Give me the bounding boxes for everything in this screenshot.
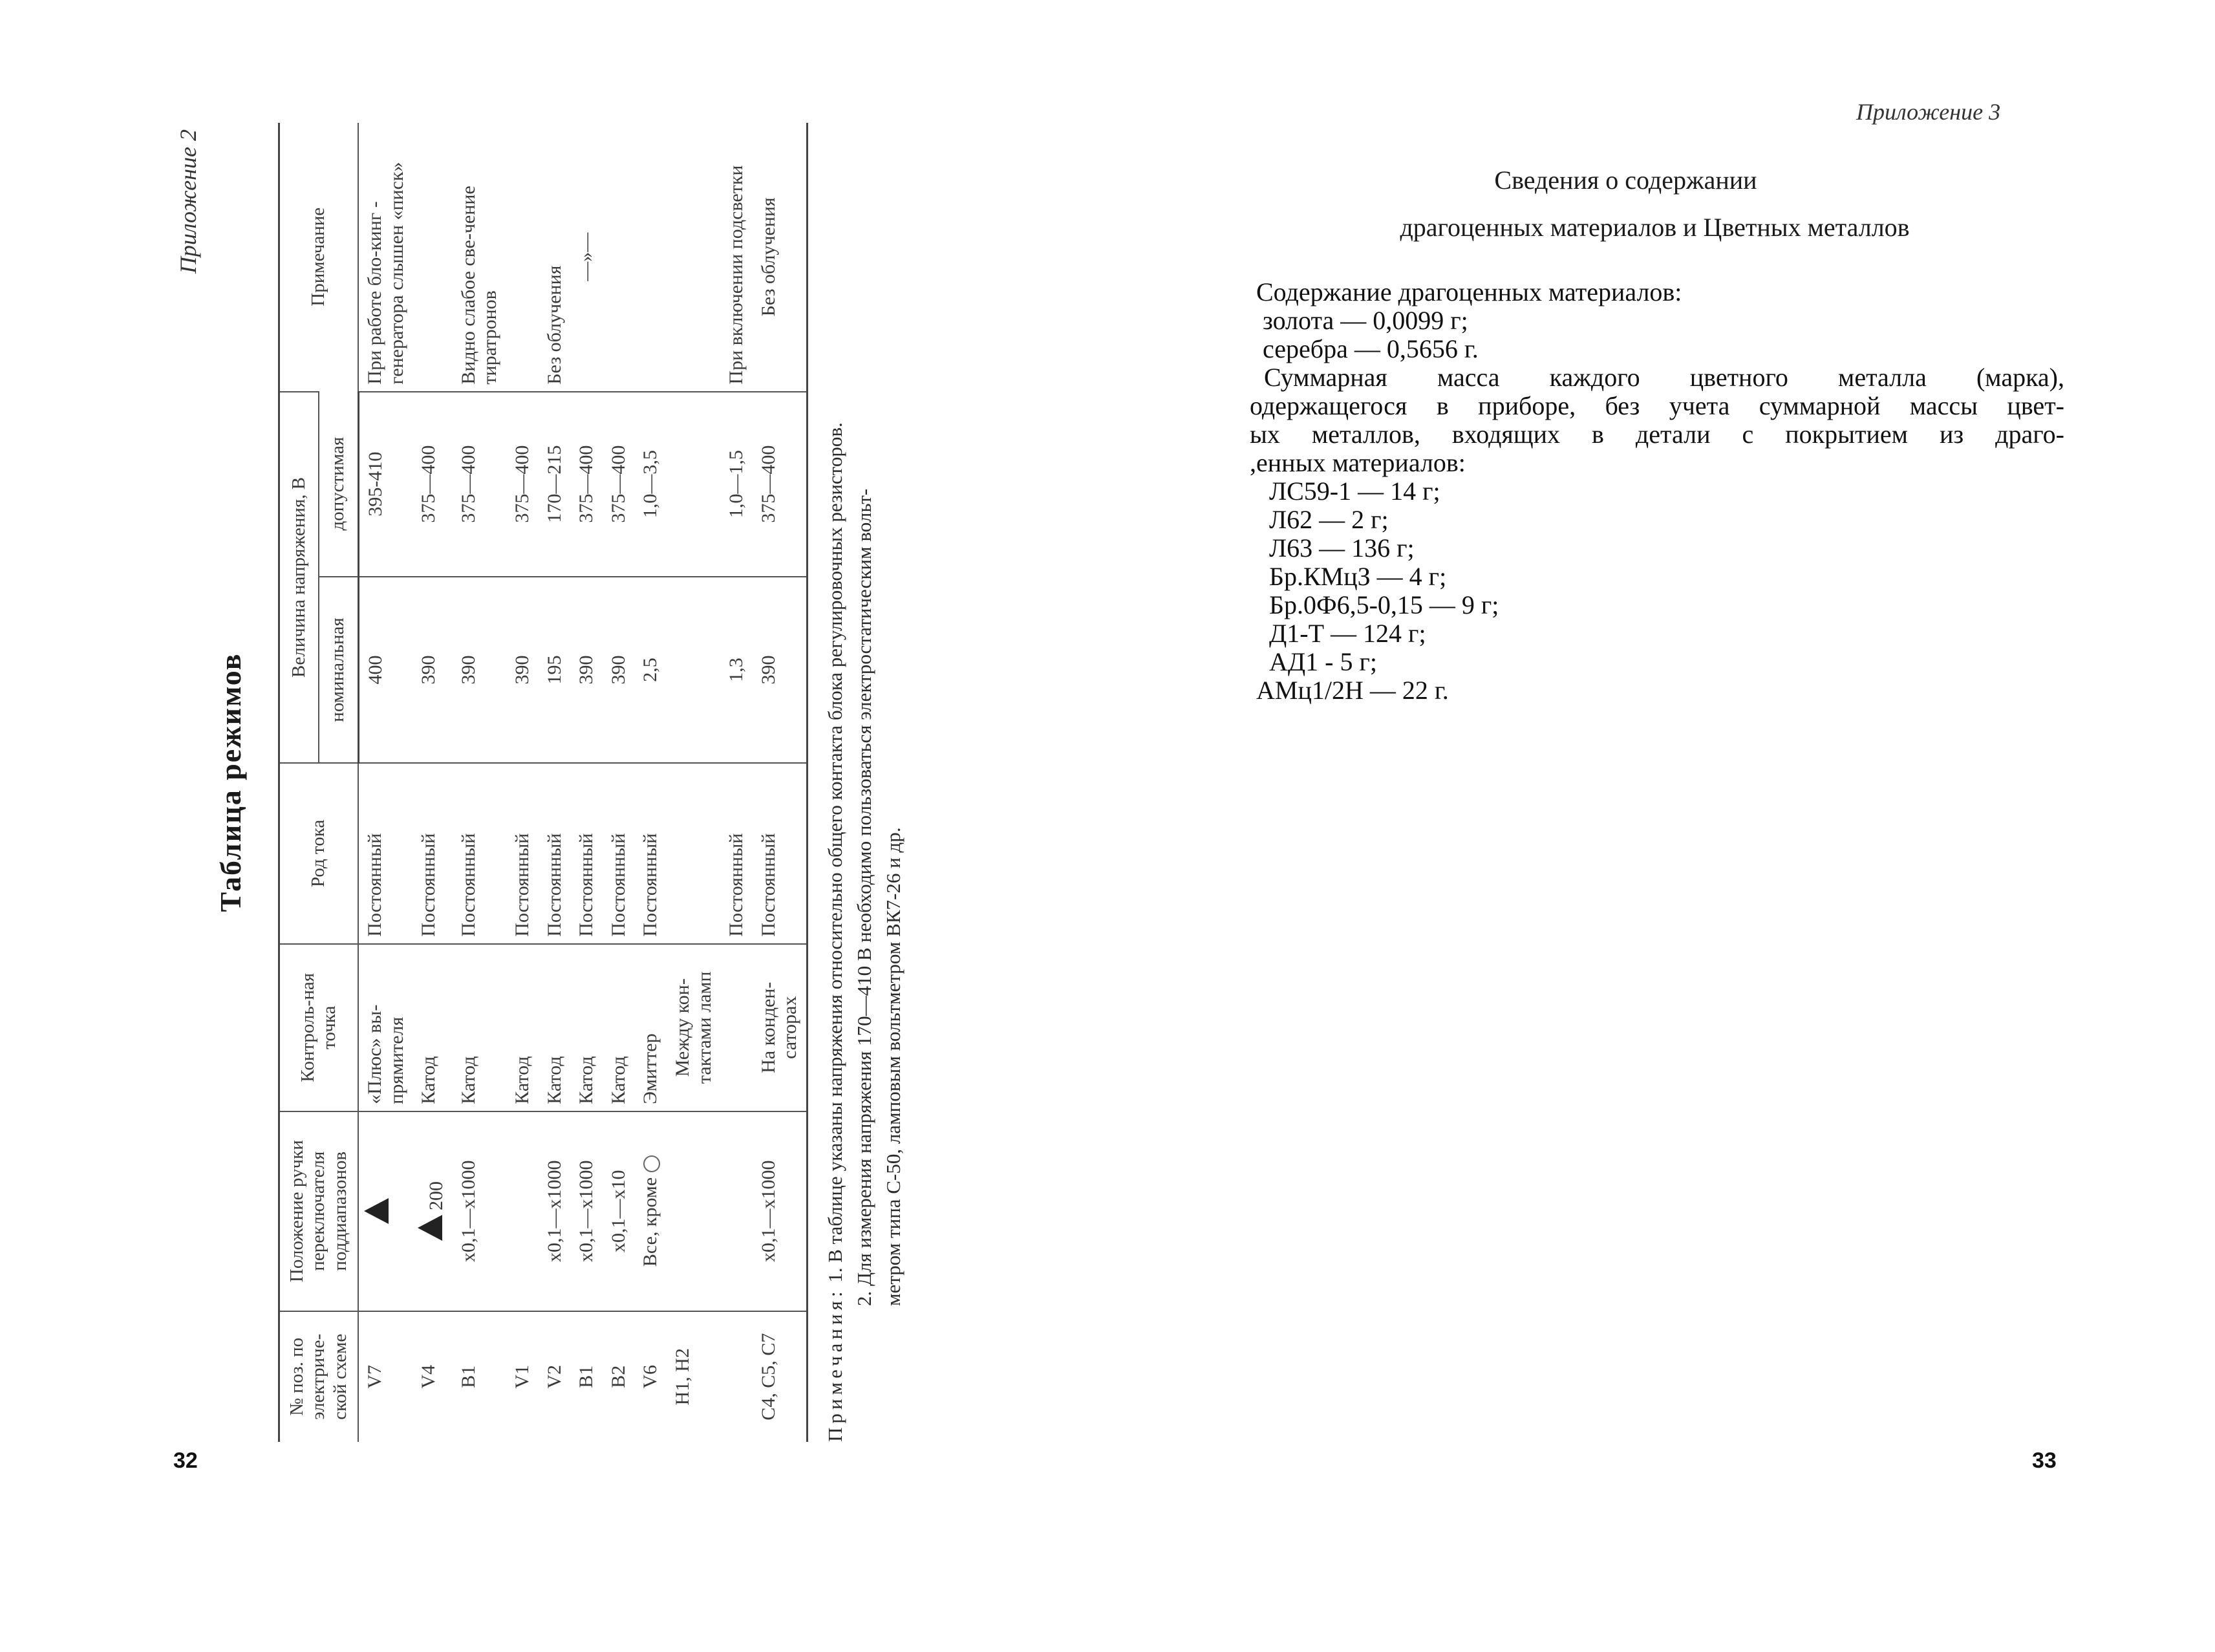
cell-switch: x0,1—x1000 bbox=[753, 1111, 808, 1311]
cell-point bbox=[720, 944, 753, 1111]
header-permissible: допустимая bbox=[319, 392, 358, 577]
cell-current bbox=[667, 763, 720, 943]
cell-note: Без облучения bbox=[543, 265, 565, 385]
header-control-point: Контроль-ная точка bbox=[279, 944, 359, 1111]
cell-switch bbox=[506, 1111, 539, 1311]
cell-switch bbox=[667, 1111, 720, 1311]
table-row bbox=[412, 123, 453, 1442]
table-row bbox=[753, 123, 808, 1442]
text-line: Суммарная масса каждого цветного металла (марка), bbox=[1264, 363, 2064, 392]
cell-switch bbox=[412, 1111, 453, 1311]
precious-metals-content bbox=[1250, 278, 2064, 705]
cell-point: Эмиттер bbox=[634, 944, 667, 1111]
table-row bbox=[453, 123, 506, 1442]
cell-permissible: 170—215 bbox=[539, 392, 571, 577]
cell-current: Постоянный bbox=[634, 763, 667, 943]
page-number-left: 32 bbox=[173, 1448, 198, 1473]
cell-current: Постоянный bbox=[570, 763, 603, 943]
cell-permissible: 375—400 bbox=[412, 392, 453, 577]
cell-point: Катод bbox=[539, 944, 571, 1111]
cell-nominal: 390 bbox=[506, 577, 539, 763]
text-line: Л63 — 136 г; bbox=[1250, 533, 1415, 563]
cell-switch-text: 200 bbox=[425, 1181, 447, 1210]
cell-point: Катод bbox=[412, 944, 453, 1111]
cell-permissible: 395-410 bbox=[358, 392, 412, 577]
text-line: золота — 0,0099 г; bbox=[1250, 306, 1468, 335]
cell-permissible: 375—400 bbox=[570, 392, 603, 577]
cell-nominal: 195 bbox=[539, 577, 571, 763]
header-position: № поз. по электриче-ской схеме bbox=[279, 1311, 359, 1442]
text-line: АМц1/2Н — 22 г. bbox=[1250, 676, 1449, 705]
triangle-symbol-icon bbox=[418, 1215, 442, 1241]
cell-current: Постоянный bbox=[453, 763, 506, 943]
table-row bbox=[634, 123, 667, 1442]
cell-note: Без облучения bbox=[753, 123, 808, 392]
cell-permissible: 1,0—1,5 bbox=[720, 392, 753, 577]
cell-current: Постоянный bbox=[358, 763, 412, 943]
cell-pos: В1 bbox=[570, 1311, 603, 1442]
cell-nominal: 390 bbox=[412, 577, 453, 763]
cell-point: Катод bbox=[603, 944, 635, 1111]
table-title: Таблица режимов bbox=[214, 652, 247, 912]
text-line: Л62 — 2 г; bbox=[1250, 505, 1389, 534]
cell-note: При включении подсветки bbox=[725, 165, 747, 385]
cell-nominal: 390 bbox=[453, 577, 506, 763]
page-number-right: 33 bbox=[2032, 1448, 2057, 1473]
header-current: Род тока bbox=[279, 763, 359, 943]
cell-permissible: 375—400 bbox=[603, 392, 635, 577]
cell-note bbox=[412, 123, 453, 392]
cell-point: Катод bbox=[453, 944, 506, 1111]
note-2-continued: метром типа С-50, ламповым вольтметром ВК7-26 и др. bbox=[881, 827, 904, 1306]
cell-note: При работе бло-кинг - генератора слышен «писк» bbox=[364, 162, 407, 385]
header-note: Примечание bbox=[279, 123, 359, 392]
table-row bbox=[667, 123, 720, 1442]
cell-pos: V7 bbox=[358, 1311, 412, 1442]
cell-note: —»— bbox=[575, 232, 597, 281]
text-line: одержащегося в приборе, без учета суммарной массы цвет- bbox=[1250, 391, 2064, 420]
cell-pos: С4, С5, С7 bbox=[753, 1311, 808, 1442]
text-line: серебра — 0,5656 г. bbox=[1250, 334, 1479, 363]
cell-note bbox=[634, 123, 667, 392]
table-row bbox=[720, 123, 753, 1442]
text-line: ЛС59-1 — 14 г; bbox=[1250, 477, 1440, 506]
appendix-label: Приложение 3 bbox=[1856, 99, 2001, 125]
cell-permissible: 375—400 bbox=[753, 392, 808, 577]
section-heading: Сведения о содержании bbox=[1494, 166, 1757, 195]
cell-pos: V2 bbox=[539, 1311, 571, 1442]
text-line: Д1-Т — 124 г; bbox=[1250, 619, 1426, 648]
header-voltage: Величина напряжения, В bbox=[279, 392, 319, 764]
cell-current: Постоянный bbox=[539, 763, 571, 943]
cell-point: Между кон-тактами ламп bbox=[667, 944, 720, 1111]
cell-pos: Н1, Н2 bbox=[667, 1311, 720, 1442]
text-line: ,енных материалов: bbox=[1250, 448, 1466, 477]
note-2: 2. Для измерения напряжения 170—410 В необходимо пользоваться электростатическим вольт- bbox=[852, 488, 875, 1306]
cell-pos: V1 bbox=[506, 1311, 539, 1442]
note-1: 1. В таблице указаны напряжения относительно общего контакта блока регулировочных резисторов. bbox=[824, 422, 846, 1283]
text-line: Бр.КМцЗ — 4 г; bbox=[1250, 562, 1447, 591]
right-page bbox=[1108, 0, 2215, 1652]
cell-permissible bbox=[667, 392, 720, 577]
header-nominal: номинальная bbox=[319, 577, 358, 763]
table-row bbox=[506, 123, 539, 1442]
section-subheading: драгоценных материалов и Цветных металлов bbox=[1400, 213, 1910, 242]
text-line: АД1 - 5 г; bbox=[1250, 647, 1378, 676]
cell-point: Катод bbox=[506, 944, 539, 1111]
cell-nominal: 1,3 bbox=[720, 577, 753, 763]
cell-point: «Плюс» вы-прямителя bbox=[358, 944, 412, 1111]
text-line: Бр.0Ф6,5-0,15 — 9 г; bbox=[1250, 590, 1499, 619]
cell-current: Постоянный bbox=[412, 763, 453, 943]
text-line: Содержание драгоценных материалов: bbox=[1250, 277, 1682, 306]
circle-symbol-icon bbox=[643, 1155, 660, 1172]
cell-nominal bbox=[667, 577, 720, 763]
cell-note bbox=[667, 123, 720, 392]
cell-switch: x0,1—x10 bbox=[603, 1111, 635, 1311]
cell-switch: x0,1—x1000 bbox=[453, 1111, 506, 1311]
rotated-table-block bbox=[175, 123, 937, 1442]
cell-nominal: 390 bbox=[603, 577, 635, 763]
cell-current: Постоянный bbox=[753, 763, 808, 943]
table-row bbox=[603, 123, 635, 1442]
table-notes bbox=[821, 123, 908, 1442]
table-row bbox=[539, 123, 571, 1442]
appendix-label: Приложение 2 bbox=[175, 129, 201, 274]
cell-nominal: 400 bbox=[358, 577, 412, 763]
cell-note bbox=[603, 123, 635, 392]
cell-pos: V6 bbox=[634, 1311, 667, 1442]
cell-nominal: 2,5 bbox=[634, 577, 667, 763]
cell-pos: V4 bbox=[412, 1311, 453, 1442]
cell-nominal: 390 bbox=[753, 577, 808, 763]
cell-current: Постоянный bbox=[506, 763, 539, 943]
cell-current: Постоянный bbox=[720, 763, 753, 943]
cell-point: Катод bbox=[570, 944, 603, 1111]
header-switch: Положение ручки переключателя поддиапазонов bbox=[279, 1111, 359, 1311]
cell-pos: В2 bbox=[603, 1311, 635, 1442]
cell-permissible: 1,0—3,5 bbox=[634, 392, 667, 577]
cell-permissible: 375—400 bbox=[506, 392, 539, 577]
cell-nominal: 390 bbox=[570, 577, 603, 763]
cell-switch: x0,1—x1000 bbox=[570, 1111, 603, 1311]
table-row bbox=[358, 123, 412, 1442]
cell-note bbox=[506, 123, 539, 392]
cell-permissible: 375—400 bbox=[453, 392, 506, 577]
triangle-symbol-icon bbox=[364, 1198, 389, 1224]
modes-table bbox=[278, 123, 808, 1442]
notes-label: Примечания: bbox=[824, 1287, 846, 1442]
note-line-1 bbox=[821, 123, 850, 1442]
cell-current: Постоянный bbox=[603, 763, 635, 943]
cell-switch bbox=[634, 1111, 667, 1311]
cell-pos bbox=[720, 1311, 753, 1442]
text-line: ых металлов, входящих в детали с покрытием из драго- bbox=[1250, 420, 2064, 449]
cell-note: Видно слабое све-чение тиратронов bbox=[457, 186, 501, 385]
cell-switch bbox=[358, 1111, 412, 1311]
cell-point: На конден-саторах bbox=[753, 944, 808, 1111]
cell-switch bbox=[720, 1111, 753, 1311]
cell-switch-text: Все, кроме bbox=[639, 1177, 661, 1267]
cell-pos: В1 bbox=[453, 1311, 506, 1442]
table-row bbox=[570, 123, 603, 1442]
cell-switch: x0,1—x1000 bbox=[539, 1111, 571, 1311]
